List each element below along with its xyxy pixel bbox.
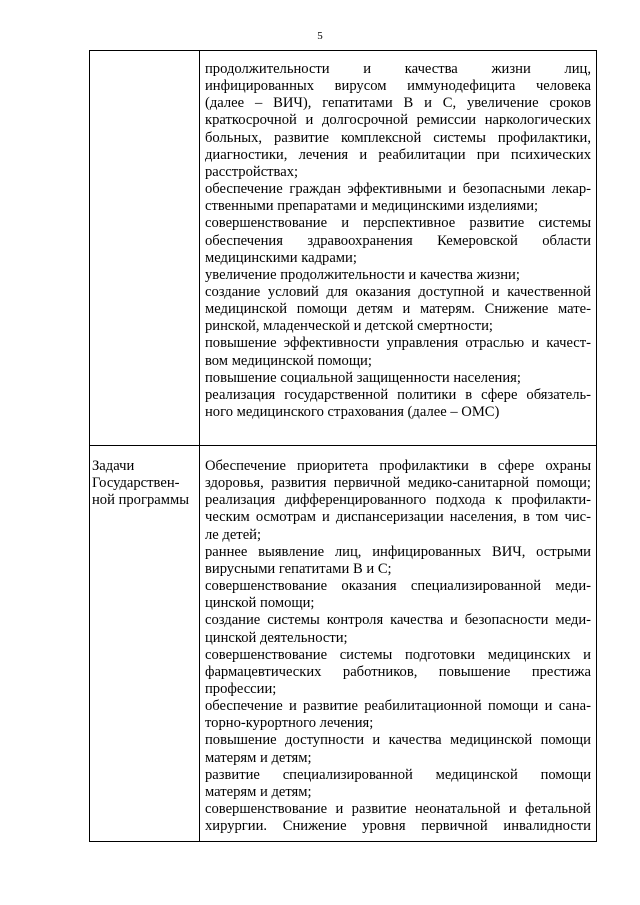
text-line: профессии; [205,680,277,697]
text-line: инфицированных вирусом иммунодефицита человека [205,78,591,95]
text-line: совершенствование системы подготовки медицинских и [205,646,591,663]
text-line: совершенствование и перспективное развитие системы [205,215,591,232]
text-line: ринской, младенческой и детской смертности; [205,318,493,335]
page-number: 5 [317,30,323,42]
text-line: фармацевтических работников, повышение престижа [205,663,591,680]
text-line: раннее выявление лиц, инфицированных ВИЧ, острыми [205,543,591,560]
text-line: (далее – ВИЧ), гепатитами В и С, увеличение сроков [205,95,591,112]
table-border-right [596,50,597,842]
text-line: ного медицинского страхования (далее – ОМС) [205,404,500,420]
text-line: Обеспечение приоритета профилактики в сфере охраны [205,458,591,474]
table-border-top [89,50,597,51]
text-line: совершенствование оказания специализированной меди- [205,578,591,595]
text-line: цинской помощи; [205,595,315,612]
text-line: развитие специализированной медицинской помощи [205,766,591,783]
text-line: хирургии. Снижение уровня первичной инвалидности [205,818,591,835]
text-line: торно-курортного лечения; [205,715,374,732]
table-border-bottom [89,841,597,842]
text-line: вом медицинской помощи; [205,352,372,369]
table-column-divider [199,50,200,842]
table-row-divider [89,445,597,446]
text-line: матерям и детям; [205,783,312,800]
text-line: реализация дифференцированного подхода к профилакти- [205,492,591,509]
text-line: расстройствах; [205,163,299,180]
text-line: повышение эффективности управления отраслью и качест- [205,335,591,352]
text-line: медицинскими кадрами; [205,249,357,266]
text-line: диагностики, лечения и реабилитации при психических [205,146,591,163]
text-line: ственными препаратами и медицинскими изделиями; [205,198,539,215]
tasks-label-line: ной программы [92,492,190,509]
table-border-left [89,50,90,842]
text-line: увеличение продолжительности и качества жизни; [205,266,520,283]
text-line: краткосрочной и долгосрочной ремиссии наркологических [205,112,591,129]
text-line: ле детей; [205,526,262,543]
text-line: создание системы контроля качества и безопасности меди- [205,612,591,629]
text-line: ческим осмотрам и диспансеризации населения, в том чис- [205,509,591,526]
text-line: обеспечения здравоохранения Кемеровской области [205,232,591,249]
text-line: медицинской помощи детям и матерям. Снижение мате- [205,301,591,318]
text-line: создание условий для оказания доступной и качественной [205,283,591,300]
text-line: обеспечение и развитие реабилитационной помощи и сана- [205,698,591,715]
text-line: повышение доступности и качества медицинской помощи [205,732,591,749]
text-line: цинской деятельности; [205,629,348,646]
text-line: больных, развитие комплексной системы профилактики, [205,129,591,146]
text-line: реализация государственной политики в сфере обязатель- [205,386,591,403]
text-line: вирусными гепатитами В и С; [205,560,392,577]
text-line: продолжительности и качества жизни лиц, [205,61,591,77]
text-line: обеспечение граждан эффективными и безопасными лекар- [205,181,591,198]
tasks-label-line: Государствен- [92,475,180,492]
text-line: матерям и детям; [205,749,312,766]
text-line: здоровья, развития первичной медико-санитарной помощи; [205,475,591,492]
text-line: повышение социальной защищенности населения; [205,369,521,386]
tasks-label-line: Задачи [92,458,135,474]
text-line: совершенствование и развитие неонатальной и фетальной [205,801,591,817]
program-table [89,50,597,842]
